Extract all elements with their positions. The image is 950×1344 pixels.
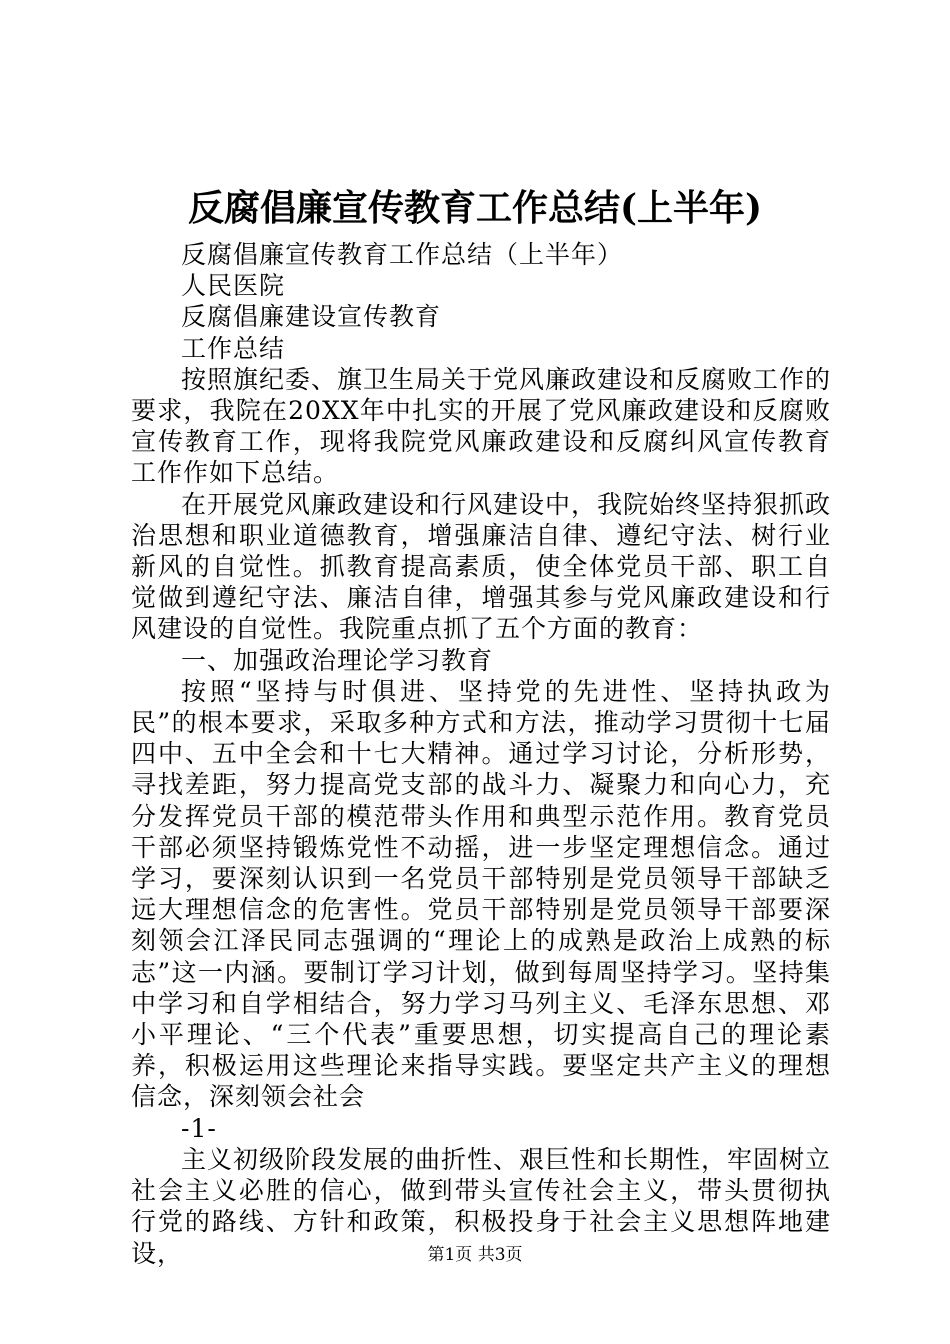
paragraph-heading-line-2: 工作总结 <box>181 333 286 363</box>
paragraph-continuation: 主义初级阶段发展的曲折性、艰巨性和长期性，牢固树立社会主义必胜的信心，做到带头宣传社会主义，带头贯彻执行党的路线、方针和政策，积极投身于社会主义思想阵地建设， <box>131 1144 832 1268</box>
page-footer: 第1页 共3页 <box>427 1245 523 1265</box>
paragraph-overview: 在开展党风廉政建设和行风建设中，我院始终坚持狠抓政治思想和职业道德教育，增强廉洁自律、遵纪守法、树行业新风的自觉性。抓教育提高素质，使全体党员干部、职工自觉做到遵纪守法、廉洁自律，增强其参与党风廉政建设和行风建设的自觉性。我院重点抓了五个方面的教育： <box>131 489 832 644</box>
inline-page-number: -1- <box>181 1113 217 1143</box>
section-heading-1: 一、加强政治理论学习教育 <box>181 645 494 675</box>
paragraph-heading-line-1: 反腐倡廉建设宣传教育 <box>181 302 442 332</box>
document-body <box>131 239 831 1269</box>
paragraph-intro: 按照旗纪委、旗卫生局关于党风廉政建设和反腐败工作的要求，我院在20XX年中扎实的开展了党风廉政建设和反腐败宣传教育工作，现将我院党风廉政建设和反腐纠风宣传教育工作作如下总结。 <box>131 364 832 488</box>
paragraph-subtitle: 反腐倡廉宣传教育工作总结（上半年） <box>181 240 624 269</box>
paragraph-section-1: 按照“坚持与时俱进、坚持党的先进性、坚持执政为民”的根本要求，采取多种方式和方法，推动学习贯彻十七届四中、五中全会和十七大精神。通过学习讨论，分析形势，寻找差距，努力提高党支部的战斗力、凝聚力和向心力，充分发挥党员干部的模范带头作用和典型示范作用。教育党员干部必须坚持锻炼党性不动摇，进一步坚定理想信念。通过学习，要深刻认识到一名党员干部特别是党员领导干部缺乏远大理想信念的危害性。党员干部特别是党员领导干部要深刻领会江泽民同志强调的“理论上的成熟是政治上成熟的标志”这一内涵。要制订学习计划，做到每周坚持学习。坚持集中学习和自学相结合，努力学习马列主义、毛泽东思想、邓小平理论、“三个代表”重要思想，切实提高自己的理论素养，积极运用这些理论来指导实践。要坚定共产主义的理想信念，深刻领会社会 <box>131 676 831 1112</box>
document-title: 反腐倡廉宣传教育工作总结(上半年) <box>187 187 763 229</box>
paragraph-organization: 人民医院 <box>181 271 286 301</box>
